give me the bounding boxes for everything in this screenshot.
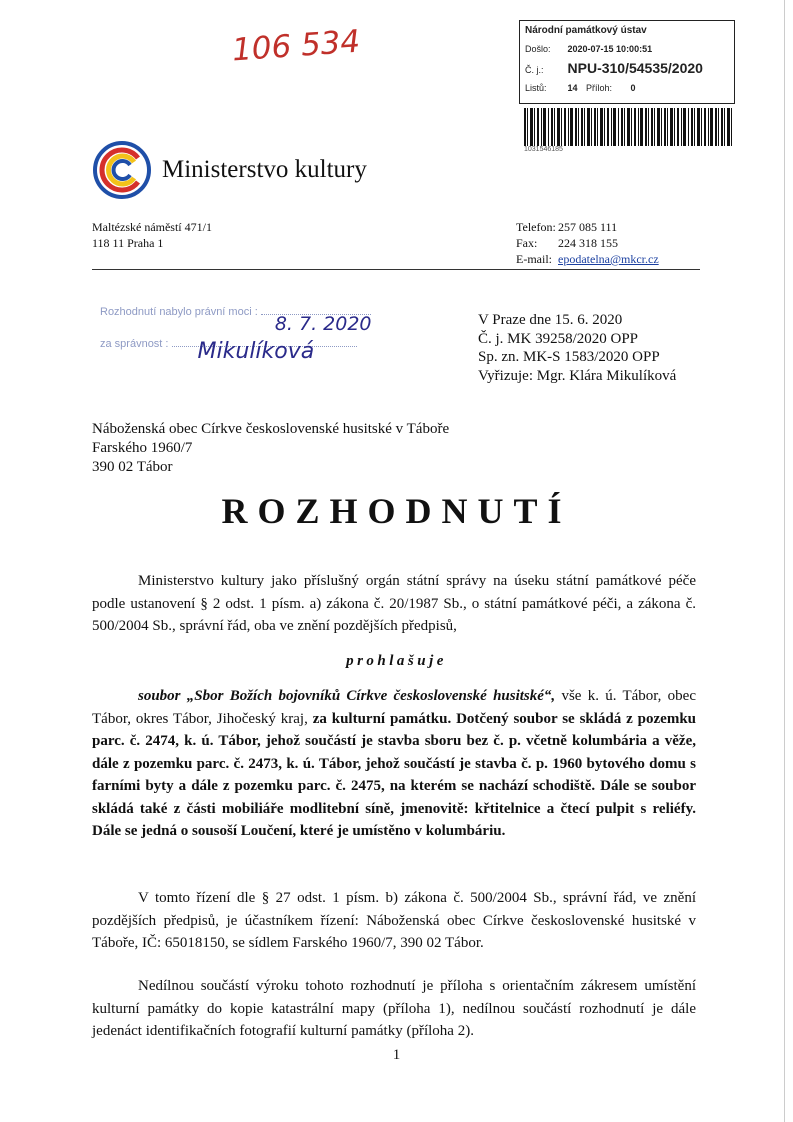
stamp-ref-value: NPU-310/54535/2020 — [567, 60, 703, 76]
correctness-signature-field — [172, 339, 357, 364]
stamp-attachments-label: Příloh: — [586, 83, 613, 93]
ministry-address — [92, 219, 212, 251]
file-number: Sp. zn. MK-S 1583/2020 OPP — [478, 349, 660, 365]
contact-fax — [516, 235, 659, 251]
decision-paragraph — [92, 685, 696, 843]
correctness-signature: Mikulíková — [197, 339, 315, 364]
phone-label: Telefon: — [516, 220, 556, 234]
decision-bold-text: za kulturní památku. Dotčený soubor se skládá z pozemku parc. č. 2474, k. ú. Tábor, jehož součástí je stavba sboru bez č. p. včetně kolumbária a věže, dále z pozemku parc. č. 2473, k. ú. Tábor, jehož součástí je stavba č. p. 1960 bytového domu s farními byty a dále z pozemku parc. č. 2475, na kterém se nachází schodiště. Dále se soubor skládá také z části mobiliáře modlitební síně, jmenovitě: křtitelnice a čtecí pulpit s reliéfy. Dále se jedná o sousoší Loučení, které je umístěno v kolumbáriu. — [92, 710, 696, 839]
validity-label: Rozhodnutí nabylo právní moci : — [100, 306, 258, 318]
email-link[interactable]: epodatelna@mkcr.cz — [558, 252, 659, 266]
address-line-2: 118 11 Praha 1 — [92, 236, 164, 250]
stamp-received-label: Došlo: — [525, 44, 551, 54]
stamp-received-row — [525, 44, 652, 54]
recipient-address — [92, 420, 449, 477]
recipient-street: Farského 1960/7 — [92, 440, 193, 456]
correctness-label: za správnost : — [100, 338, 169, 350]
stamp-ref-label: Č. j.: — [525, 65, 544, 75]
recipient-city: 390 02 Tábor — [92, 459, 173, 475]
stamp-sheets-label: Listů: — [525, 83, 547, 93]
barcode — [524, 108, 732, 146]
contact-email — [516, 251, 659, 267]
legal-validity-stamp — [100, 296, 372, 364]
stamp-ref-row — [525, 60, 703, 76]
stamp-received-value: 2020-07-15 10:00:51 — [567, 44, 653, 54]
ministry-logo-icon — [92, 140, 152, 200]
header-divider — [92, 269, 700, 270]
validity-date-field — [261, 313, 372, 335]
handler: Vyřizuje: Mgr. Klára Mikulíková — [478, 367, 677, 384]
page-number: 1 — [392, 1047, 401, 1063]
reference-block — [478, 311, 676, 385]
declares-heading: prohlašuje — [346, 653, 447, 669]
decision-location: vše k. ú. Tábor, obec Tábor, okres Tábor, Jihočeský kraj, — [92, 688, 696, 727]
stamp-sheets-row — [525, 83, 636, 93]
stamp-attachments-value: 0 — [630, 83, 636, 93]
stamp-institution: Národní památkový ústav — [525, 25, 647, 36]
email-label: E-mail: — [516, 252, 552, 266]
contact-phone — [516, 219, 659, 235]
registry-stamp — [519, 20, 735, 104]
recipient-name: Náboženská obec Církve československé husitské v Táboře — [92, 421, 450, 437]
fax-value: 224 318 155 — [558, 236, 618, 250]
place-date: V Praze dne 15. 6. 2020 — [478, 312, 623, 328]
stamp-sheets-value: 14 — [567, 83, 578, 93]
document-title: ROZHODNUTÍ — [221, 491, 572, 531]
participant-paragraph: V tomto řízení dle § 27 odst. 1 písm. b) zákona č. 500/2004 Sb., správní řád, ve znění pozdějších předpisů, je účastníkem řízení: Náboženská obec Církve československé husitské v Táboře, IČ: 65018150, se sídlem Farského 1960/7, 390 02 Tábor. — [92, 890, 696, 951]
barcode-number: 1031546185 — [524, 146, 563, 153]
validity-date-handwritten: 8. 7. 2020 — [274, 313, 372, 335]
attachment-paragraph: Nedílnou součástí výroku tohoto rozhodnutí je příloha s orientačním zákresem umístění kulturní památky do kopie katastrální mapy (příloha 1), nedílnou součástí rozhodnutí je dále jedenáct identifikačních fotografií kulturní památky (příloha 2). — [92, 978, 696, 1039]
decision-subject: soubor „Sbor Božích bojovníků Církve československé husitské“, — [138, 688, 556, 704]
scan-edge-line — [784, 0, 785, 1122]
ministry-contact — [516, 219, 659, 267]
ministry-name: Ministerstvo kultury — [162, 156, 367, 183]
address-line-1: Maltézské náměstí 471/1 — [92, 220, 212, 234]
intro-paragraph: Ministerstvo kultury jako příslušný orgán státní správy na úseku státní památkové péče podle ustanovení § 2 odst. 1 písm. a) zákona č. 20/1987 Sb., o státní památkové péči, a zákona č. 500/2004 Sb., správní řád, oba ve znění pozdějších předpisů, — [92, 573, 696, 634]
handwritten-registration-number: 106 534 — [230, 23, 362, 69]
fax-label: Fax: — [516, 236, 538, 250]
validity-row-1 — [100, 296, 372, 335]
phone-value: 257 085 111 — [558, 220, 618, 234]
case-number: Č. j. MK 39258/2020 OPP — [478, 330, 639, 347]
